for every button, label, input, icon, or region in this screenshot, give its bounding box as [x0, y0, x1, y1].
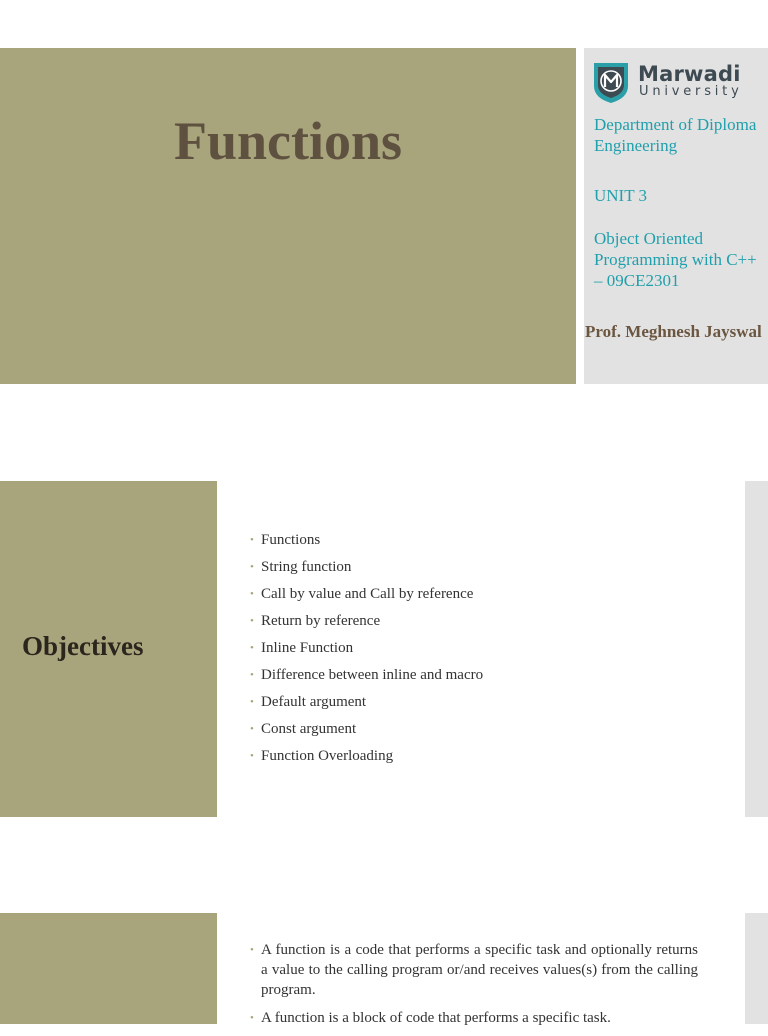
definition-panel [0, 913, 217, 1024]
list-item: • Default argument [250, 690, 483, 717]
list-item: • A function is a code that performs a specific task and optionally returns a value to the calling program or/and receives values(s) from the calling program. [250, 940, 698, 1000]
definition-list [250, 940, 698, 1036]
list-item: • Function Overloading [250, 744, 483, 771]
list-item: • A function is a block of code that performs a specific task. [250, 1008, 698, 1028]
shield-logo-icon [592, 60, 630, 104]
professor-name: Prof. Meghnesh Jayswal [585, 322, 762, 341]
logo-subtitle: University [639, 84, 743, 99]
list-item: • Functions [250, 528, 483, 555]
objectives-list [250, 528, 483, 771]
slide-title: Functions [173, 111, 403, 171]
list-item: • Call by value and Call by reference [250, 582, 483, 609]
objectives-heading: Objectives [22, 631, 144, 661]
unit-text: UNIT 3 [594, 186, 648, 205]
list-item: • Return by reference [250, 609, 483, 636]
definition-side-strip [745, 913, 768, 1024]
university-logo [592, 60, 768, 104]
list-item: • Inline Function [250, 636, 483, 663]
logo-name: Marwadi [638, 62, 741, 86]
department-text: Department of Diploma Engineering [594, 115, 757, 155]
title-slide-panel [0, 48, 576, 384]
list-item: • Difference between inline and macro [250, 663, 483, 690]
list-item: • Const argument [250, 717, 483, 744]
objectives-side-strip [745, 481, 768, 817]
list-item: • String function [250, 555, 483, 582]
course-text: Object Oriented Programming with C++ – 09CE2301 [594, 229, 757, 290]
